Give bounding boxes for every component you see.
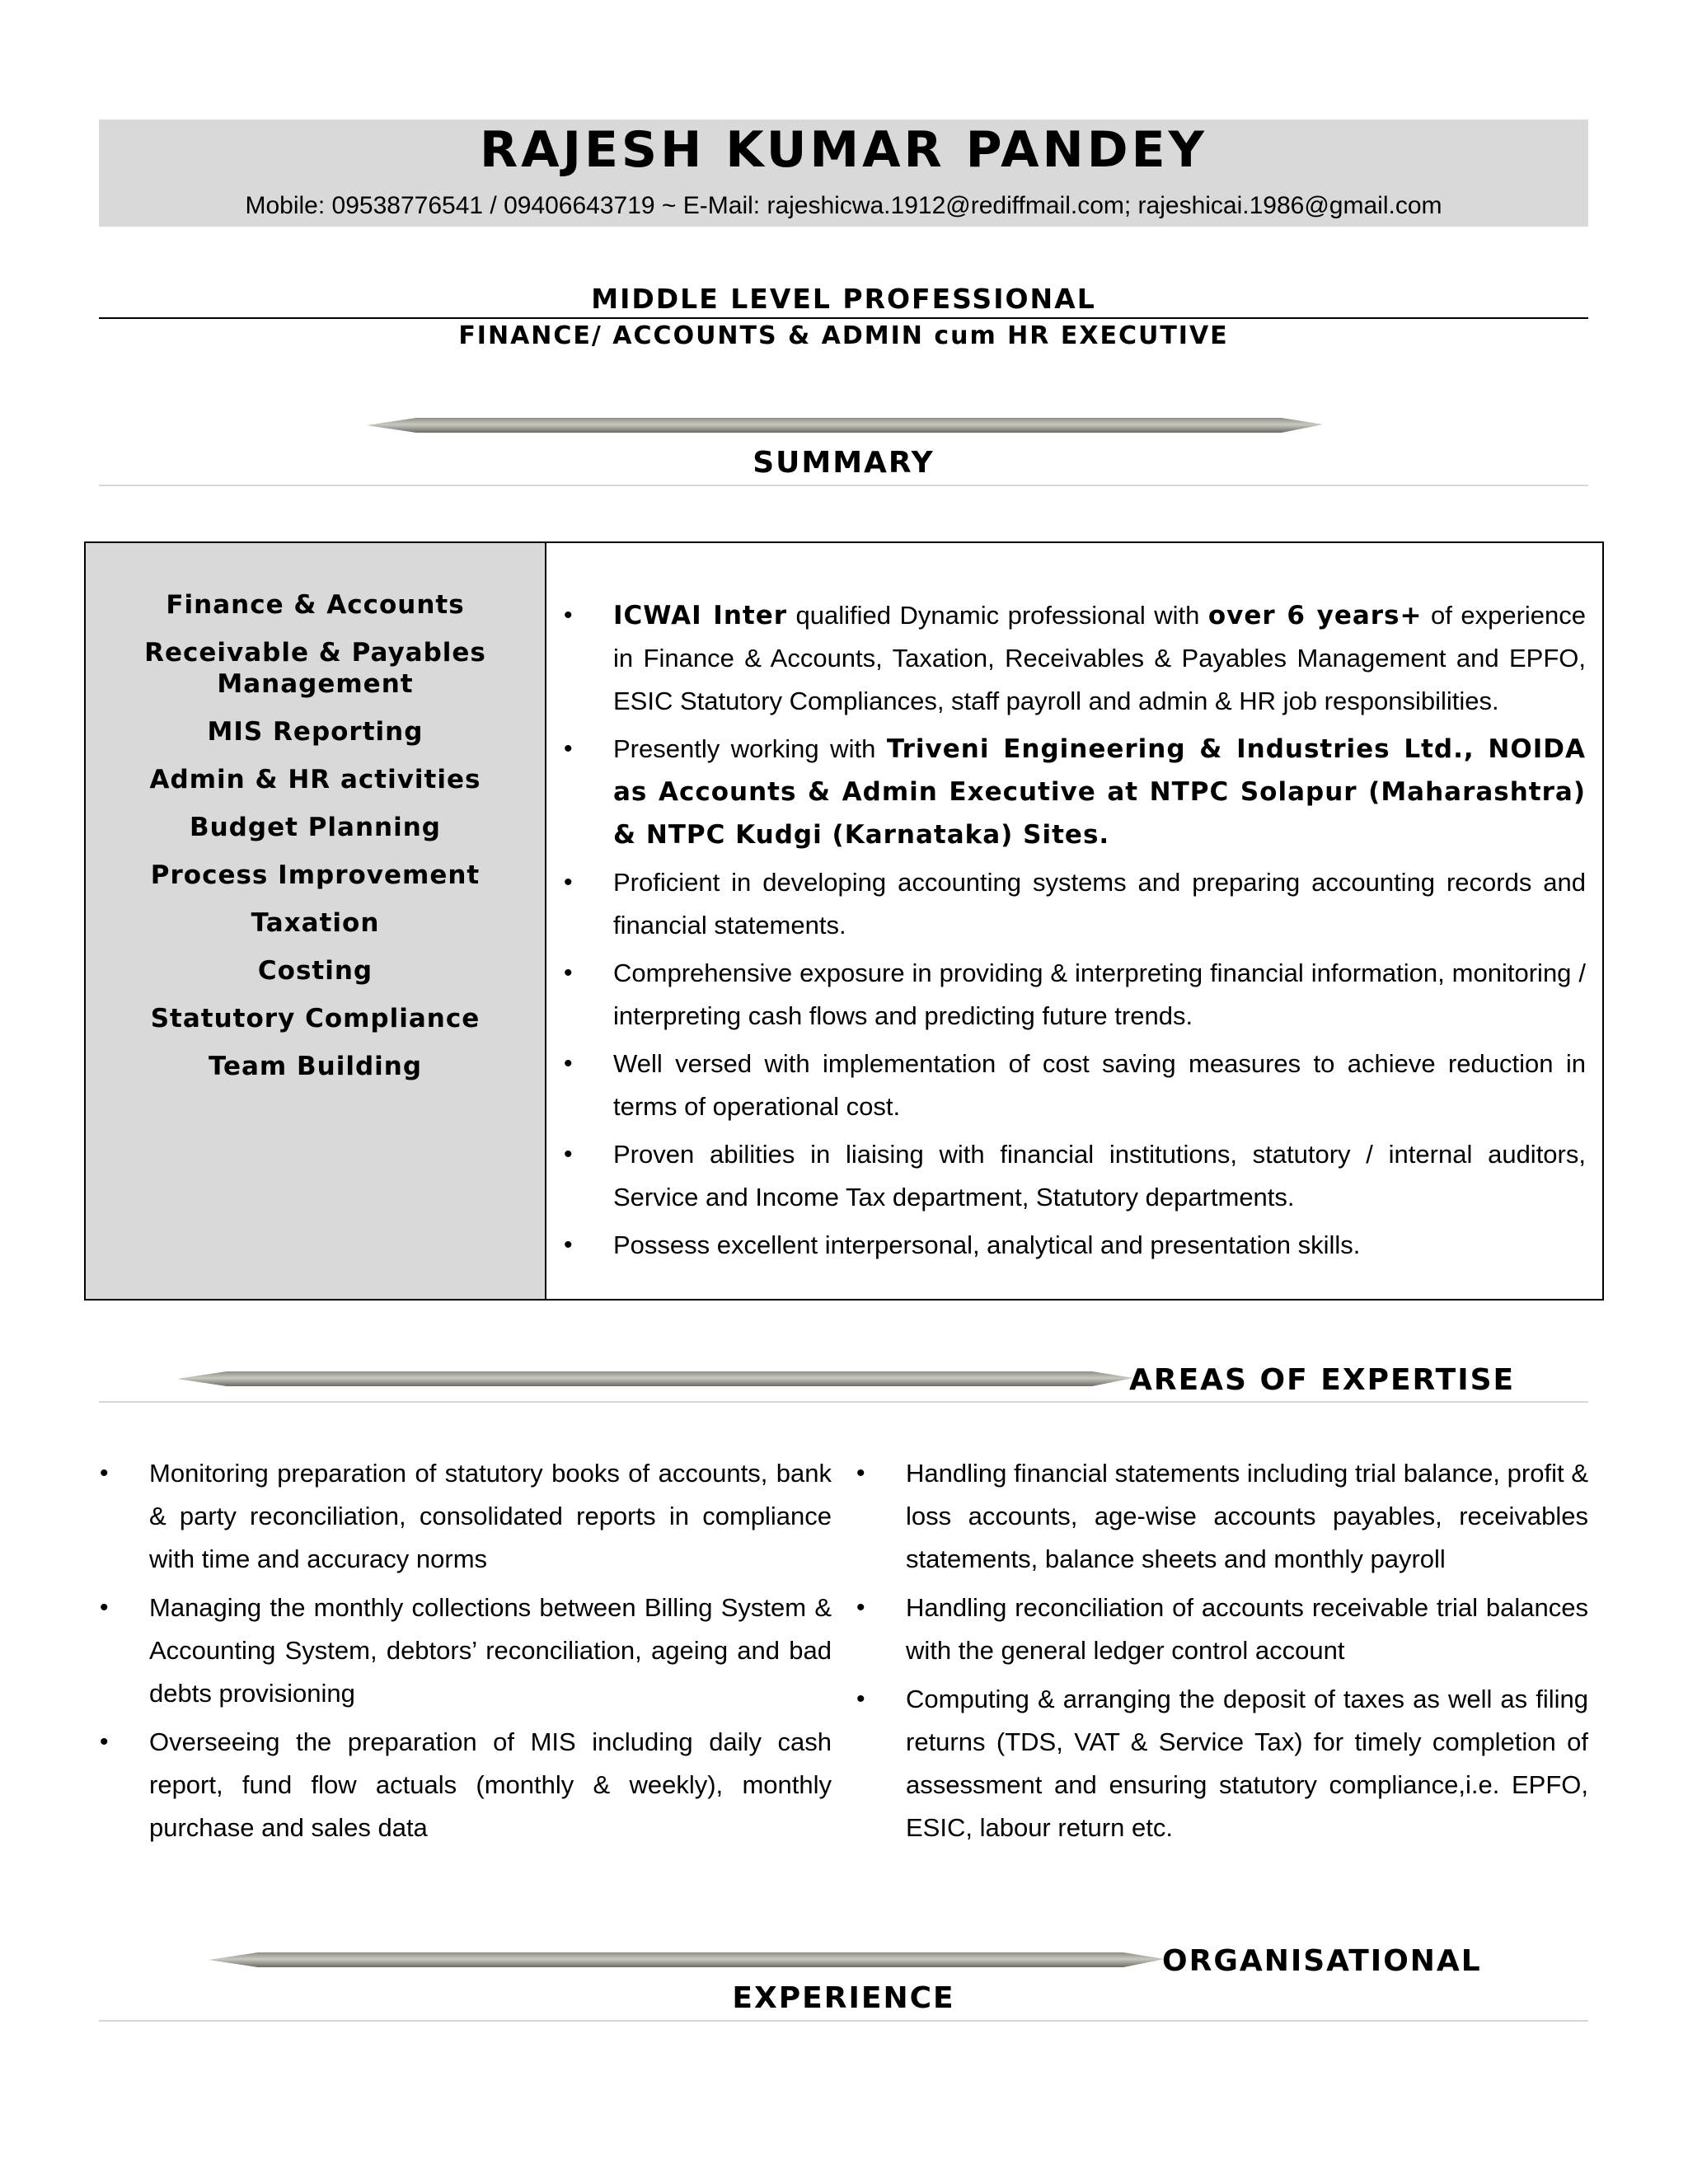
header-banner — [99, 120, 1588, 227]
bold-phrase: Triveni Engineering & Industries Ltd., NOIDA as Accounts & Admin Executive at NTPC Solapur (Maharashtra) & NTPC Kudgi (Karnataka) Sites. — [613, 734, 1586, 850]
bold-phrase: over 6 years+ — [1207, 601, 1423, 630]
expertise-item: • Handling reconciliation of accounts receivable trial balances with the general ledger control account — [906, 1586, 1588, 1672]
expertise-swoosh-decoration — [177, 1368, 1133, 1390]
summary-bullet — [613, 594, 1586, 723]
experience-heading-line2: EXPERIENCE — [732, 1981, 955, 2015]
profile-subtitle: FINANCE/ ACCOUNTS & ADMIN cum HR EXECUTIVE — [458, 321, 1229, 350]
candidate-name: RAJESH KUMAR PANDEY — [479, 121, 1207, 179]
summary-bullet: • Possess excellent interpersonal, analytical and presentation skills. — [613, 1224, 1586, 1267]
expertise-left-column — [149, 1452, 832, 1855]
profile-divider — [99, 317, 1588, 319]
skills-panel — [86, 543, 546, 1299]
skill-item: Team Building — [208, 1052, 423, 1081]
summary-swoosh-decoration — [367, 415, 1323, 436]
text-run: of experience in Finance & Accounts, Taxation, Receivables & Payables Management and EPFO, ESIC Statutory Compliances, staff payroll and admin & HR job responsibilities. — [613, 601, 1587, 715]
experience-swoosh-decoration — [209, 1949, 1165, 1971]
skill-item: Statutory Compliance — [150, 1004, 481, 1033]
expertise-item: • Handling financial statements including trial balance, profit & loss accounts, age-wise accounts payables, receivables statements, balance sheets and monthly payroll — [906, 1452, 1588, 1581]
skills-list — [86, 589, 545, 1099]
text-run: qualified Dynamic professional with — [787, 601, 1208, 630]
summary-heading: SUMMARY — [753, 446, 935, 480]
skill-item: Process Improvement — [150, 860, 481, 890]
summary-bullet: • Comprehensive exposure in providing & interpreting financial information, monitoring / interpreting cash flows and predicting future trends. — [613, 952, 1586, 1038]
skill-item: MIS Reporting — [207, 717, 424, 747]
skill-item: Budget Planning — [189, 813, 441, 842]
summary-bullet — [613, 728, 1586, 856]
skill-item: Admin & HR activities — [149, 765, 481, 794]
summary-heading-rule — [99, 485, 1588, 486]
summary-bullet: • Proficient in developing accounting systems and preparing accounting records and financial statements. — [613, 861, 1586, 947]
experience-heading-line1: ORGANISATIONAL — [1162, 1944, 1482, 1978]
skill-item: Receivable & Payables Management — [144, 638, 486, 699]
skill-item: Costing — [257, 956, 373, 986]
profile-title: MIDDLE LEVEL PROFESSIONAL — [591, 283, 1096, 315]
expertise-item: • Monitoring preparation of statutory books of accounts, bank & party reconciliation, consolidated reports in compliance with time and accuracy norms — [149, 1452, 832, 1581]
expertise-heading-rule — [99, 1401, 1588, 1403]
skill-item: Taxation — [251, 908, 380, 938]
expertise-item: • Overseeing the preparation of MIS including daily cash report, fund flow actuals (monthly & weekly), monthly purchase and sales data — [149, 1721, 832, 1849]
summary-box — [84, 541, 1604, 1301]
expertise-item: • Computing & arranging the deposit of taxes as well as filing returns (TDS, VAT & Service Tax) for timely completion of assessment and ensuring statutory compliance,i.e. EPFO, ESIC, labour return etc. — [906, 1678, 1588, 1849]
summary-bullet: • Well versed with implementation of cost saving measures to achieve reduction in terms of operational cost. — [613, 1043, 1586, 1128]
skill-item: Finance & Accounts — [166, 590, 465, 620]
experience-heading-rule — [99, 2020, 1588, 2022]
expertise-heading: AREAS OF EXPERTISE — [1129, 1363, 1516, 1397]
summary-bullets — [613, 594, 1586, 1272]
contact-line: Mobile: 09538776541 / 09406643719 ~ E-Mail: rajeshicwa.1912@rediffmail.com; rajeshicai.1986@gmail.com — [245, 192, 1442, 219]
expertise-item: • Managing the monthly collections between Billing System & Accounting System, debtors’ reconciliation, ageing and bad debts provisioning — [149, 1586, 832, 1715]
bold-phrase: ICWAI Inter — [613, 601, 788, 630]
text-run: Presently working with — [613, 734, 887, 763]
expertise-right-column — [906, 1452, 1588, 1855]
summary-bullet: • Proven abilities in liaising with financial institutions, statutory / internal auditors, Service and Income Tax department, Statutory departments. — [613, 1133, 1586, 1219]
